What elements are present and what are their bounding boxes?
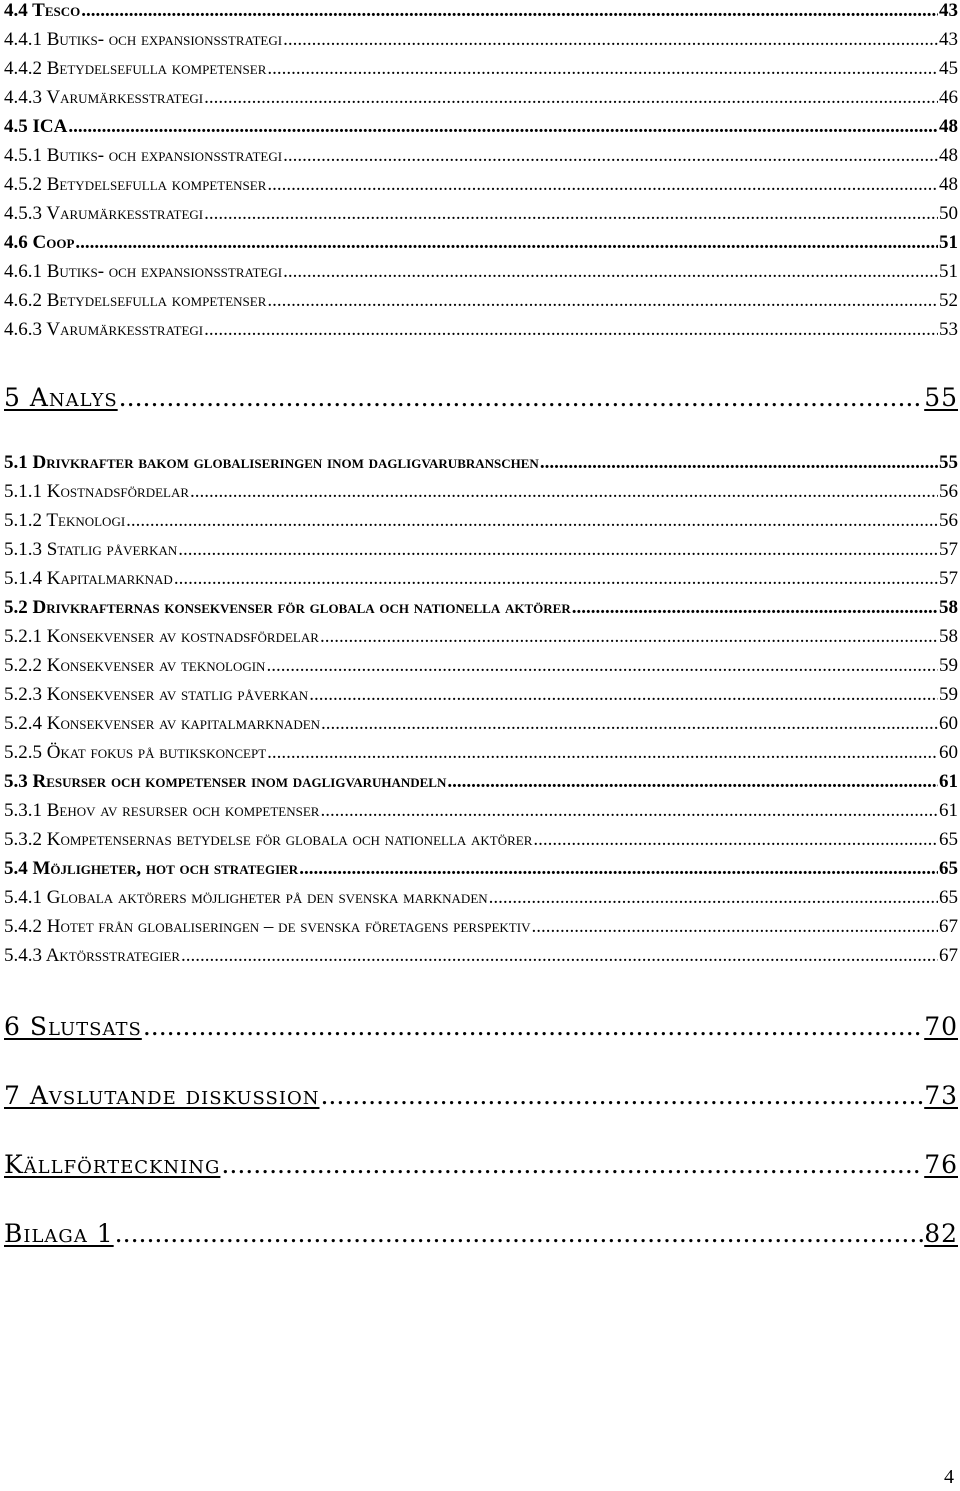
toc-entry-page: 76 [924, 1150, 958, 1179]
toc-entry[interactable] [4, 174, 958, 196]
toc-entry-title: 5.1.4 Kapitalmarknad [4, 568, 173, 589]
toc-entry[interactable] [4, 887, 958, 909]
toc-entry[interactable] [4, 539, 958, 561]
toc-entry-title: 5.4.2 Hotet från globaliseringen – de svenska företagens perspektiv [4, 916, 531, 937]
toc-entry[interactable] [4, 87, 958, 109]
toc-entry-leader [489, 887, 938, 909]
toc-entry-title: 5.4.3 Aktörsstrategier [4, 945, 181, 966]
toc-entry-leader [320, 1081, 923, 1110]
toc-entry-leader [531, 916, 938, 938]
toc-entry[interactable] [4, 261, 958, 283]
toc-entry[interactable] [4, 916, 958, 938]
toc-entry[interactable] [4, 1150, 958, 1179]
toc-entry-leader [321, 713, 938, 735]
toc-entry[interactable] [4, 858, 958, 880]
toc-entry-title: 5.4.1 Globala aktörers möjligheter på den svenska marknaden [4, 887, 488, 908]
toc-entry-page: 65 [939, 858, 958, 879]
toc-entry-title: 5.2.3 Konsekvenser av statlig påverkan [4, 684, 309, 705]
toc-entry-leader [572, 597, 938, 619]
toc-entry-page: 48 [939, 174, 958, 195]
toc-entry-leader [267, 290, 938, 312]
toc-entry-leader [204, 319, 938, 341]
toc-entry-page: 60 [939, 742, 958, 763]
toc-entry-page: 61 [939, 800, 958, 821]
toc-entry[interactable] [4, 383, 958, 412]
toc-entry-leader [283, 145, 938, 167]
toc-entry-leader [119, 383, 924, 412]
toc-entry-page: 59 [939, 655, 958, 676]
toc-entry-leader [126, 510, 938, 532]
toc-entry-title: 4.5.1 Butiks- och expansionsstrategi [4, 145, 283, 166]
toc-entry-title: 5 Analys [4, 383, 118, 412]
toc-entry-page: 65 [939, 829, 958, 850]
toc-entry-title: 5.2.4 Konsekvenser av kapitalmarknaden [4, 713, 321, 734]
toc-entry[interactable] [4, 829, 958, 851]
toc-entry-page: 73 [924, 1081, 958, 1110]
toc-entry-page: 55 [939, 452, 958, 473]
toc-entry[interactable] [4, 742, 958, 764]
toc-entry-title: 4.5.3 Varumärkesstrategi [4, 203, 204, 224]
toc-entry-page: 58 [939, 626, 958, 647]
toc-entry-title: 4.5.2 Betydelsefulla kompetenser [4, 174, 267, 195]
toc-entry[interactable] [4, 771, 958, 793]
toc-entry[interactable] [4, 0, 958, 22]
toc-entry-title: 5.1.2 Teknologi [4, 510, 126, 531]
toc-entry-page: 43 [939, 29, 958, 50]
toc-entry-title: 4.6.1 Butiks- och expansionsstrategi [4, 261, 283, 282]
toc-entry-title: 4.4 Tesco [4, 0, 81, 21]
toc-entry-leader [81, 0, 938, 22]
toc-entry[interactable] [4, 290, 958, 312]
toc-entry-title: 5.2.2 Konsekvenser av teknologin [4, 655, 266, 676]
toc-entry-leader [204, 87, 938, 109]
toc-entry-title: 5.1.3 Statlig påverkan [4, 539, 178, 560]
toc-entry[interactable] [4, 319, 958, 341]
toc-entry-page: 70 [924, 1012, 958, 1041]
toc-entry-title: 4.6.2 Betydelsefulla kompetenser [4, 290, 267, 311]
toc-entry[interactable] [4, 58, 958, 80]
toc-entry[interactable] [4, 232, 958, 254]
toc-entry-leader [299, 858, 938, 880]
toc-entry[interactable] [4, 145, 958, 167]
toc-entry-leader [447, 771, 938, 793]
toc-entry[interactable] [4, 684, 958, 706]
toc-entry-leader [181, 945, 938, 967]
toc-entry-page: 61 [939, 771, 958, 792]
toc-entry-title: 5.4 Möjligheter, hot och strategier [4, 858, 299, 879]
toc-entry-leader [320, 800, 938, 822]
toc-entry[interactable] [4, 713, 958, 735]
toc-entry-title: 4.4.3 Varumärkesstrategi [4, 87, 204, 108]
toc-entry[interactable] [4, 29, 958, 51]
toc-entry-leader [533, 829, 938, 851]
toc-entry-leader [267, 58, 938, 80]
toc-entry-title: 4.6.3 Varumärkesstrategi [4, 319, 204, 340]
toc-entry[interactable] [4, 1219, 958, 1248]
toc-entry-leader [267, 174, 938, 196]
toc-entry-leader [320, 626, 938, 648]
toc-entry-title: Bilaga 1 [4, 1219, 114, 1248]
toc-entry-page: 51 [939, 232, 958, 253]
toc-entry[interactable] [4, 203, 958, 225]
toc-entry[interactable] [4, 1081, 958, 1110]
toc-entry-page: 43 [939, 0, 958, 21]
toc-entry-leader [75, 232, 938, 254]
toc-entry-page: 82 [924, 1219, 958, 1248]
toc-entry[interactable] [4, 626, 958, 648]
toc-entry-page: 57 [939, 568, 958, 589]
toc-entry-leader [68, 116, 938, 138]
toc-entry[interactable] [4, 481, 958, 503]
toc-entry-page: 45 [939, 58, 958, 79]
toc-entry-leader [266, 655, 938, 677]
toc-entry-leader [115, 1219, 924, 1248]
toc-entry-title: 5.2.1 Konsekvenser av kostnadsfördelar [4, 626, 319, 647]
toc-entry-title: 5.3.1 Behov av resurser och kompetenser [4, 800, 320, 821]
toc-entry-page: 55 [924, 383, 958, 412]
toc-entry-title: 5.1 Drivkrafter bakom globaliseringen inom dagligvarubranschen [4, 452, 539, 473]
toc-entry-page: 48 [939, 145, 958, 166]
toc-entry-page: 48 [939, 116, 958, 137]
toc-entry-title: 5.3 Resurser och kompetenser inom dagligvaruhandeln [4, 771, 447, 792]
toc-entry-page: 53 [939, 319, 958, 340]
toc-entry[interactable] [4, 452, 958, 474]
toc-entry-title: 7 Avslutande diskussion [4, 1081, 320, 1110]
toc-entry-leader [204, 203, 938, 225]
toc-entry-page: 56 [939, 481, 958, 502]
toc-entry-page: 56 [939, 510, 958, 531]
toc-entry-leader [174, 568, 938, 590]
toc-entry-leader [178, 539, 938, 561]
toc-entry-title: 4.4.2 Betydelsefulla kompetenser [4, 58, 267, 79]
toc-entry-page: 59 [939, 684, 958, 705]
toc-entry-page: 51 [939, 261, 958, 282]
toc-entry-page: 50 [939, 203, 958, 224]
toc-entry-title: 5.2 Drivkrafternas konsekvenser för globala och nationella aktörer [4, 597, 571, 618]
toc-entry-title: 4.4.1 Butiks- och expansionsstrategi [4, 29, 283, 50]
toc-entry-leader [283, 29, 938, 51]
toc-entry-title: 5.2.5 Ökat fokus på butikskoncept [4, 742, 267, 763]
toc-entry-page: 67 [939, 916, 958, 937]
toc-entry-page: 65 [939, 887, 958, 908]
page-number: 4 [944, 1466, 954, 1488]
toc-entry-leader [267, 742, 938, 764]
toc-entry-title: 5.1.1 Kostnadsfördelar [4, 481, 190, 502]
toc-entry-leader [540, 452, 938, 474]
toc-entry-page: 58 [939, 597, 958, 618]
toc-entry-title: 6 Slutsats [4, 1012, 142, 1041]
toc-entry[interactable] [4, 510, 958, 532]
toc-entry[interactable] [4, 945, 958, 967]
toc-entry-title: 4.5 ICA [4, 116, 68, 137]
toc-entry-leader [143, 1012, 923, 1041]
toc-entry-page: 46 [939, 87, 958, 108]
toc-entry-title: 5.3.2 Kompetensernas betydelse för globala och nationella aktörer [4, 829, 533, 850]
toc-entry[interactable] [4, 568, 958, 590]
toc-entry-page: 52 [939, 290, 958, 311]
toc-entry-page: 67 [939, 945, 958, 966]
toc-entry[interactable] [4, 597, 958, 619]
toc-entry-leader [221, 1150, 923, 1179]
toc-entry[interactable] [4, 116, 958, 138]
toc-entry-title: Källförteckning [4, 1150, 221, 1179]
toc-entry-leader [190, 481, 938, 503]
toc-entry-leader [309, 684, 938, 706]
toc-entry-page: 57 [939, 539, 958, 560]
toc-entry-page: 60 [939, 713, 958, 734]
toc-entry[interactable] [4, 800, 958, 822]
toc-entry[interactable] [4, 1012, 958, 1041]
toc-entry-title: 4.6 Coop [4, 232, 75, 253]
toc-entry[interactable] [4, 655, 958, 677]
toc-entry-leader [283, 261, 938, 283]
